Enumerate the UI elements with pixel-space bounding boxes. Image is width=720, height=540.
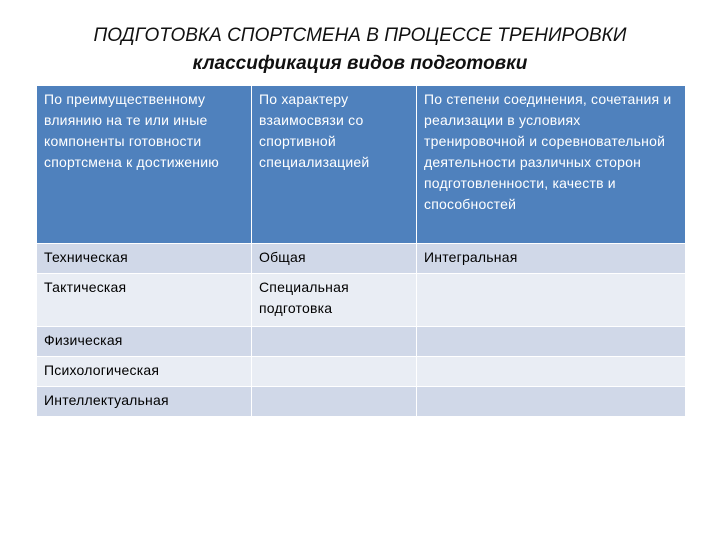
- table-row: [37, 387, 686, 417]
- table-row: [37, 327, 686, 357]
- table-cell: [252, 387, 417, 417]
- table-cell: Общая: [252, 244, 417, 274]
- table-cell: Интегральная: [417, 244, 686, 274]
- title-line-1: ПОДГОТОВКА СПОРТСМЕНА В ПРОЦЕССЕ ТРЕНИРОВКИ: [93, 25, 627, 46]
- table-cell: [417, 274, 686, 327]
- table-cell: Специальная подготовка: [252, 274, 417, 327]
- table-cell: Тактическая: [37, 274, 252, 327]
- table-cell: Техническая: [37, 244, 252, 274]
- header-cell-integration: По степени соединения, сочетания и реализации в условиях тренировочной и соревновательной деятельности различных сторон подготовленности, качеств и способностей: [417, 86, 686, 244]
- header-cell-influence: По преимущественному влиянию на те или иные компоненты готовности спортсмена к достижению: [37, 86, 252, 244]
- slide-title: [0, 22, 720, 78]
- table-cell: [417, 357, 686, 387]
- classification-table: [36, 85, 686, 417]
- table-row: [37, 274, 686, 327]
- table-cell: Интеллектуальная: [37, 387, 252, 417]
- table-cell: [252, 357, 417, 387]
- header-cell-specialization: По характеру взаимосвязи со спортивной специализацией: [252, 86, 417, 244]
- table-cell: [417, 387, 686, 417]
- table-cell: [252, 327, 417, 357]
- table-cell: Физическая: [37, 327, 252, 357]
- title-line-2: классификация видов подготовки: [192, 53, 528, 74]
- table-row: [37, 244, 686, 274]
- table-cell: Психологическая: [37, 357, 252, 387]
- table-cell: [417, 327, 686, 357]
- table-header-row: [37, 86, 686, 244]
- table-row: [37, 357, 686, 387]
